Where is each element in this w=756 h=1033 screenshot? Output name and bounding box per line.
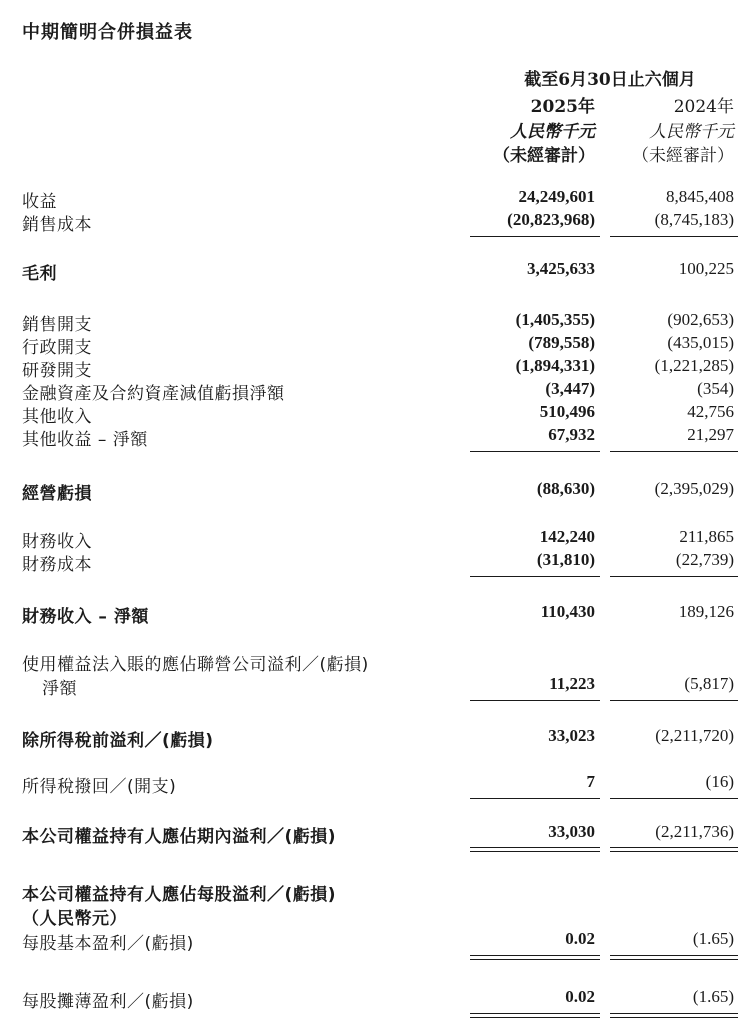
value-2024: (1.65) [692, 929, 734, 948]
value-2025: 24,249,601 [518, 187, 595, 206]
row-operating-loss [0, 479, 756, 503]
value-2025: 110,430 [540, 602, 595, 621]
value-2025: (1,405,355) [515, 310, 595, 329]
row-label: 淨額 [42, 679, 77, 699]
value-2025: 33,030 [548, 822, 595, 841]
row-label: 使用權益法入賬的應佔聯營公司溢利／(虧損) [22, 655, 369, 675]
value-2024: (16) [705, 772, 734, 791]
value-2025: (3,447) [545, 379, 595, 398]
row-label: 每股基本盈利／(虧損) [22, 934, 194, 954]
value-2024: 42,756 [687, 402, 734, 421]
value-2025: 510,496 [539, 402, 595, 421]
value-2024: (1,221,285) [654, 356, 734, 375]
row-profit-before-tax [0, 726, 756, 750]
value-2025: (789,558) [528, 333, 595, 352]
row-label: 收益 [22, 192, 57, 212]
subtotal-rule [610, 236, 738, 237]
row-label: 財務成本 [22, 555, 92, 575]
subtotal-rule [470, 451, 600, 452]
year-2024-header: 2024年 [673, 97, 734, 117]
row-label: 經營虧損 [22, 484, 92, 504]
row-label: 銷售成本 [22, 215, 92, 235]
value-2025: 11,223 [549, 674, 595, 693]
value-2025: 67,932 [548, 425, 595, 444]
value-2025: (20,823,968) [507, 210, 595, 229]
audit-2025-header: （未經審計） [493, 146, 595, 166]
row-label: 其他收益 – 淨額 [22, 430, 148, 450]
period-header: 截至6月30日止六個月 [524, 70, 696, 90]
value-2024: (902,653) [667, 310, 734, 329]
total-double-rule [470, 847, 600, 852]
value-2024: (2,211,736) [655, 822, 734, 841]
row-label: 財務收入 [22, 532, 92, 552]
value-2024: (354) [697, 379, 734, 398]
row-diluted-eps [0, 987, 756, 1011]
total-double-rule [610, 955, 738, 960]
value-2024: (5,817) [684, 674, 734, 693]
row-label: 研發開支 [22, 361, 92, 381]
value-2025: (31,810) [536, 550, 595, 569]
value-2024: 189,126 [678, 602, 734, 621]
total-double-rule [470, 1013, 600, 1018]
value-2024: 211,865 [679, 527, 734, 546]
row-label: 每股攤薄盈利／(虧損) [22, 992, 194, 1012]
row-profit-attributable [0, 822, 756, 846]
value-2025: 7 [586, 772, 595, 791]
row-revenue [0, 187, 756, 211]
value-2025: 142,240 [539, 527, 595, 546]
row-label: 所得稅撥回／(開支) [22, 777, 177, 797]
row-label: 本公司權益持有人應佔每股溢利／(虧損) [22, 885, 337, 905]
row-finance-costs [0, 550, 756, 574]
year-2025-header: 2025年 [530, 97, 595, 117]
row-label: 銷售開支 [22, 315, 92, 335]
subtotal-rule [610, 798, 738, 799]
subtotal-rule [470, 236, 600, 237]
row-label: （人民幣元） [22, 909, 127, 929]
row-admin-expenses [0, 333, 756, 357]
value-2024: 8,845,408 [666, 187, 734, 206]
subtotal-rule [610, 700, 738, 701]
row-rnd-expenses [0, 356, 756, 380]
value-2024: 21,297 [687, 425, 734, 444]
row-label: 其他收入 [22, 407, 92, 427]
value-2025: 0.02 [565, 987, 595, 1006]
row-other-gains-net [0, 425, 756, 449]
statement-title: 中期簡明合併損益表 [22, 22, 193, 43]
value-2024: (1.65) [692, 987, 734, 1006]
value-2024: (435,015) [667, 333, 734, 352]
total-double-rule [470, 955, 600, 960]
total-double-rule [610, 847, 738, 852]
row-label: 本公司權益持有人應佔期內溢利／(虧損) [22, 827, 337, 847]
row-label: 金融資產及合約資產減值虧損淨額 [22, 384, 285, 404]
row-gross-profit [0, 259, 756, 283]
subtotal-rule [610, 451, 738, 452]
subtotal-rule [610, 576, 738, 577]
value-2024: (2,211,720) [655, 726, 734, 745]
row-selling-expenses [0, 310, 756, 334]
row-eps-unit [0, 904, 756, 928]
total-double-rule [610, 1013, 738, 1018]
row-income-tax [0, 772, 756, 796]
subtotal-rule [470, 700, 600, 701]
value-2025: (88,630) [536, 479, 595, 498]
currency-2024-header: 人民幣千元 [649, 122, 734, 142]
value-2025: 3,425,633 [527, 259, 595, 278]
currency-2025-header: 人民幣千元 [510, 122, 595, 142]
row-cost-of-sales [0, 210, 756, 234]
value-2025: 0.02 [565, 929, 595, 948]
row-basic-eps [0, 929, 756, 953]
value-2024: (2,395,029) [654, 479, 734, 498]
row-share-of-associates [0, 650, 756, 674]
value-2025: (1,894,331) [515, 356, 595, 375]
row-finance-income [0, 527, 756, 551]
subtotal-rule [470, 798, 600, 799]
value-2024: (22,739) [675, 550, 734, 569]
row-impairment-losses [0, 379, 756, 403]
row-label: 財務收入 – 淨額 [22, 607, 149, 627]
row-label: 除所得稅前溢利／(虧損) [22, 731, 214, 751]
value-2024: (8,745,183) [654, 210, 734, 229]
value-2025: 33,023 [548, 726, 595, 745]
value-2024: 100,225 [678, 259, 734, 278]
row-eps-heading [0, 880, 756, 904]
subtotal-rule [470, 576, 600, 577]
row-finance-income-net [0, 602, 756, 626]
row-share-of-associates-net [0, 674, 756, 698]
row-label: 行政開支 [22, 338, 92, 358]
row-label: 毛利 [22, 264, 57, 284]
audit-2024-header: （未經審計） [632, 146, 734, 166]
row-other-income [0, 402, 756, 426]
